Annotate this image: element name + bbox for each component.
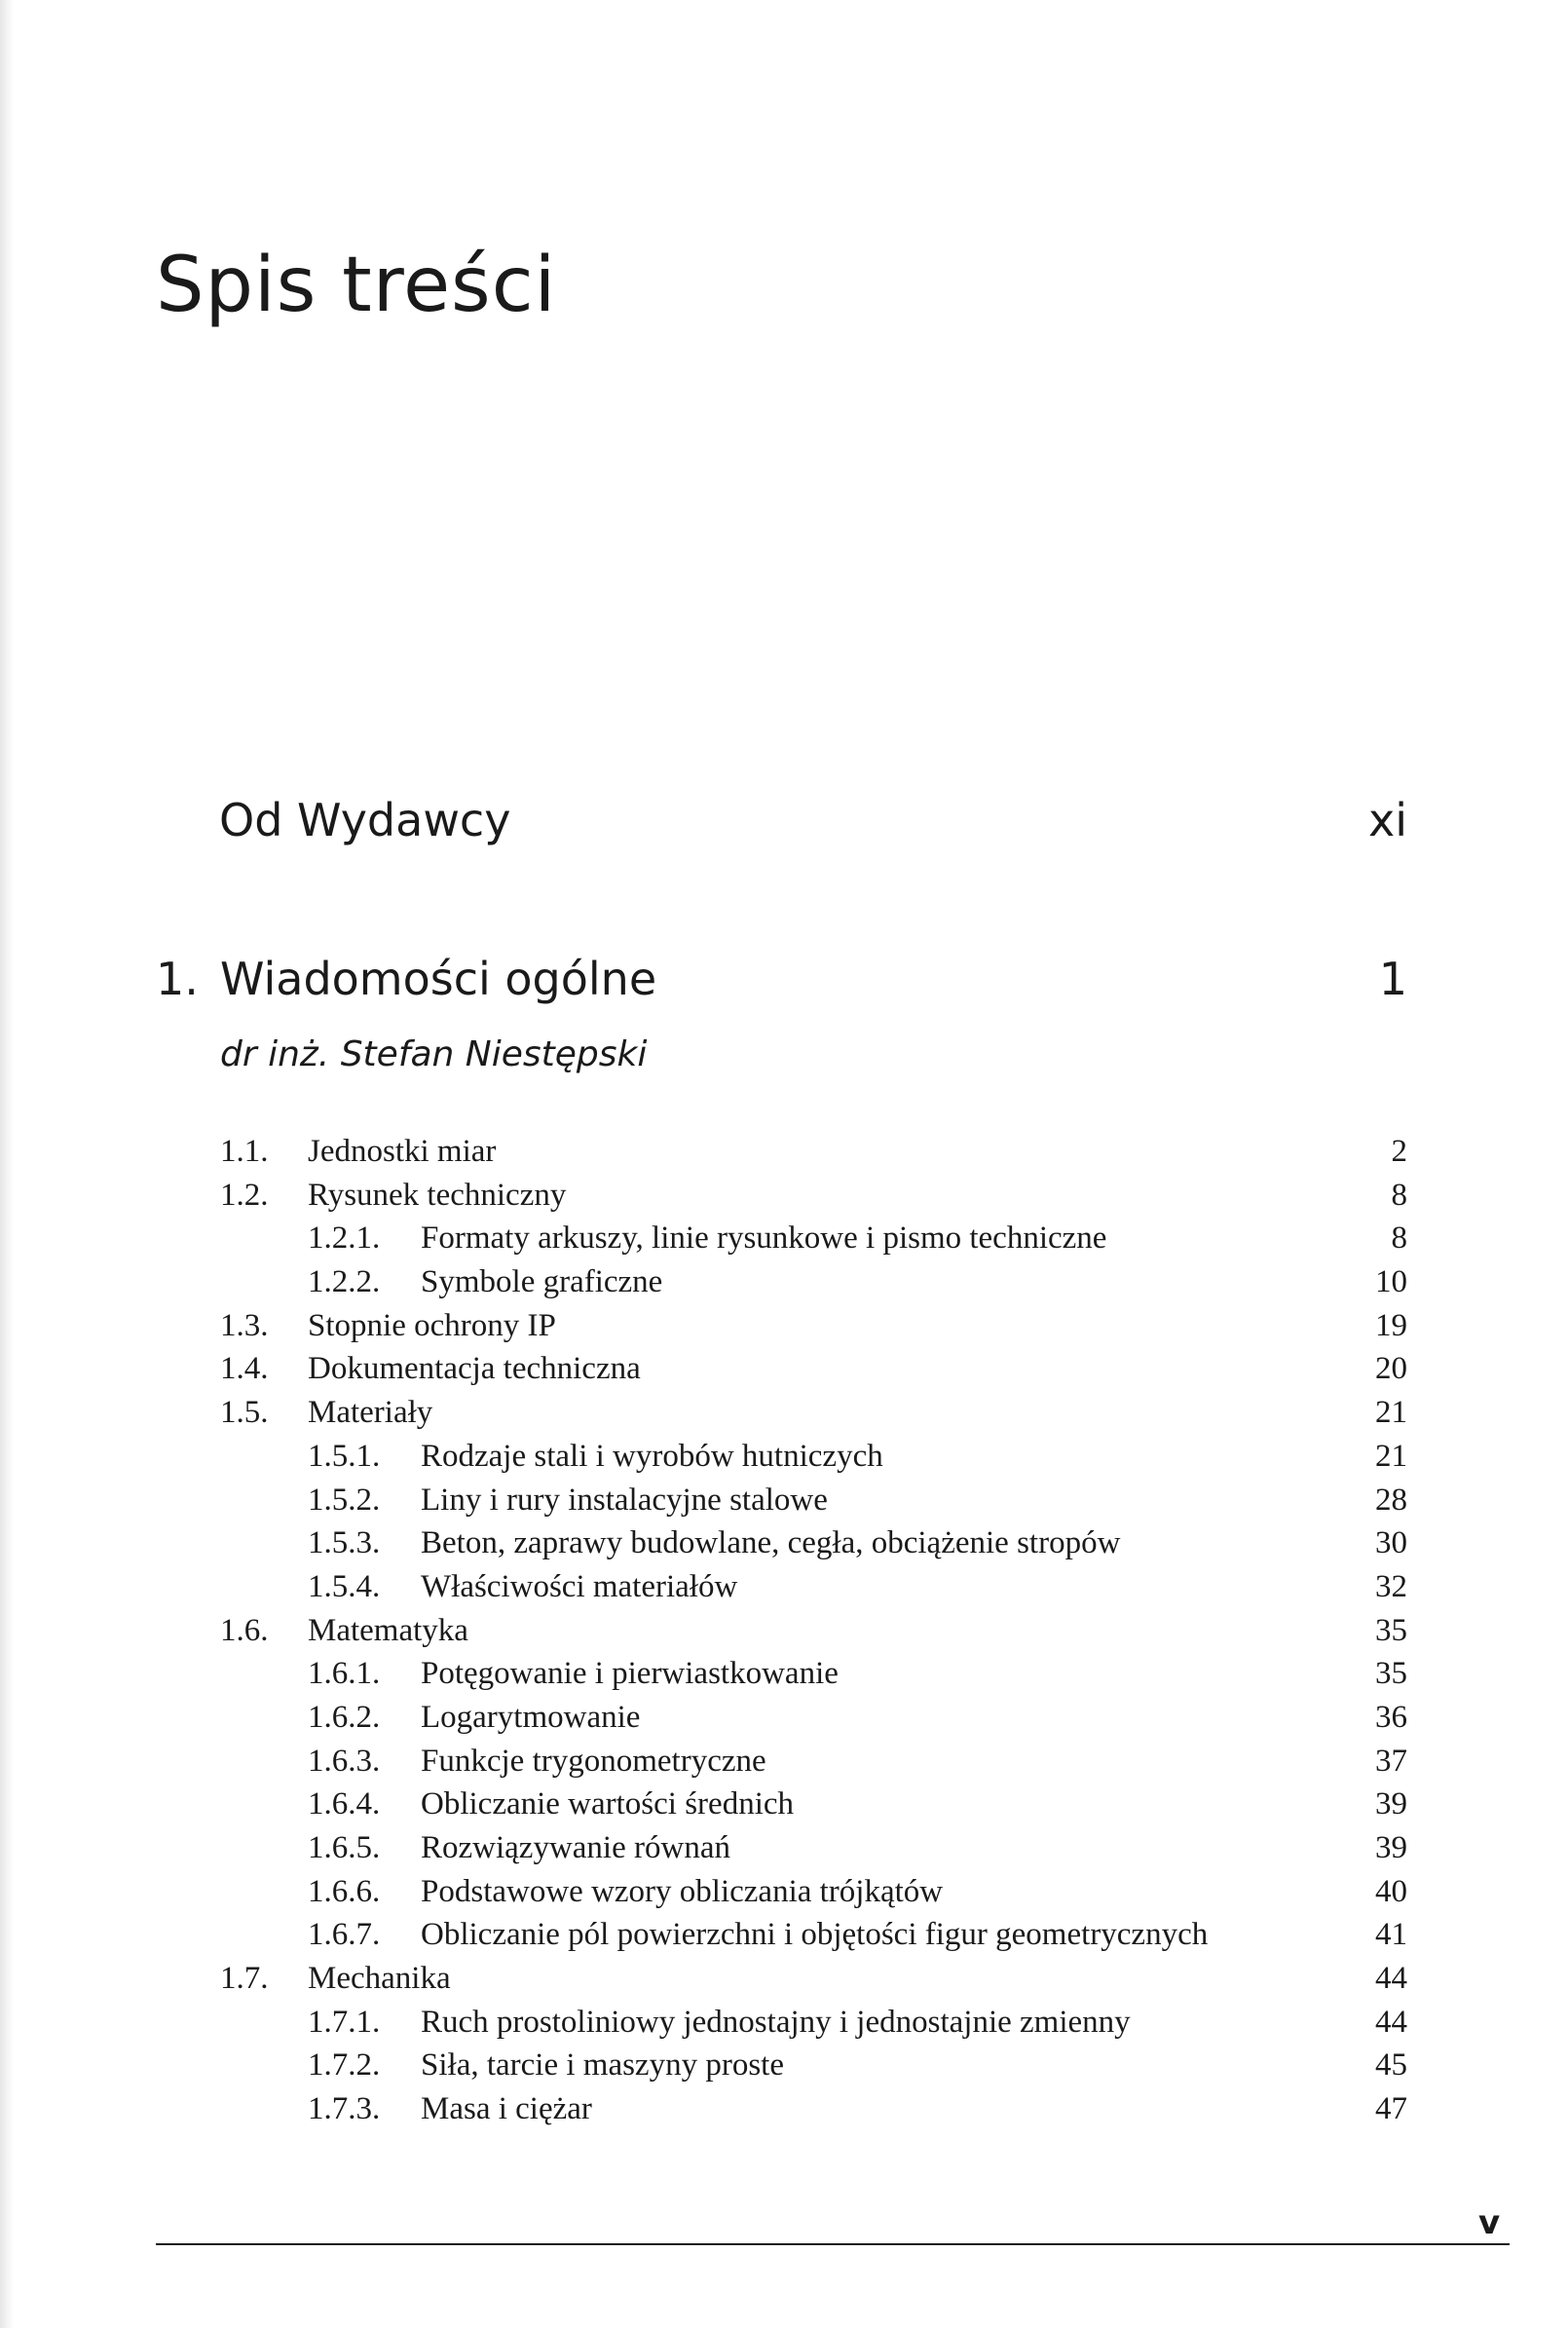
toc-entry[interactable] [0,1260,1568,1304]
toc-entry-number: 1.4. [220,1351,269,1387]
toc-entry-title: Rodzaje stali i wyrobów hutniczych [421,1438,883,1474]
chapter-author: dr inż. Stefan Niestępski [220,1034,648,1074]
toc-entry-page: 2 [1391,1134,1407,1169]
toc-entry-number: 1.2. [220,1177,269,1213]
toc-entry-title: Stopnie ochrony IP [308,1307,556,1343]
toc-entry-title: Liny i rury instalacyjne stalowe [421,1482,828,1518]
toc-entry-title: Rysunek techniczny [308,1177,567,1213]
toc-entry-page: 21 [1375,1438,1407,1474]
chapter-page: 1 [1378,953,1407,1005]
toc-entry[interactable] [0,1609,1568,1653]
toc-entry-number: 1.5.1. [308,1438,381,1474]
toc-entry-number: 1.2.2. [308,1264,381,1300]
toc-entry-page: 30 [1375,1525,1407,1561]
toc-entry[interactable] [0,1652,1568,1696]
toc-entry-number: 1.1. [220,1134,269,1169]
toc-entry-page: 20 [1375,1351,1407,1387]
toc-entry[interactable] [0,2087,1568,2131]
toc-entry-page: 10 [1375,1264,1407,1300]
toc-entry[interactable] [0,1174,1568,1218]
toc-entry-number: 1.6.4. [308,1786,381,1822]
toc-entry[interactable] [0,1130,1568,1174]
chapter-number: 1. [156,953,199,1005]
toc-entry-page: 32 [1375,1568,1407,1604]
toc-entry-page: 39 [1375,1830,1407,1865]
toc-entry[interactable] [0,1217,1568,1260]
toc-entry-number: 1.6.1. [308,1656,381,1692]
toc-entry-number: 1.5.2. [308,1482,381,1518]
toc-entries-list [0,1130,1568,2131]
toc-entry-page: 45 [1375,2047,1407,2084]
toc-entry[interactable] [0,1521,1568,1565]
toc-entry-page: 44 [1375,1961,1407,1997]
toc-entry-title: Materiały [308,1395,433,1431]
toc-entry-page: 35 [1375,1612,1407,1648]
page-title: Spis treści [156,242,557,329]
toc-entry-number: 1.7.2. [308,2047,381,2084]
toc-entry[interactable] [0,1740,1568,1784]
toc-entry[interactable] [0,1957,1568,2001]
toc-entry[interactable] [0,1435,1568,1479]
toc-entry-title: Matematyka [308,1612,468,1648]
toc-entry-number: 1.6.6. [308,1873,381,1909]
front-matter-page: xi [1367,794,1407,846]
toc-entry-page: 8 [1391,1220,1407,1257]
toc-entry-number: 1.6. [220,1612,269,1648]
toc-entry-page: 36 [1375,1699,1407,1735]
toc-entry-title: Właściwości materiałów [421,1568,738,1604]
toc-entry-number: 1.5. [220,1395,269,1431]
toc-entry[interactable] [0,1870,1568,1914]
toc-entry-number: 1.5.3. [308,1525,381,1561]
toc-entry-title: Obliczanie pól powierzchni i objętości figur geometrycznych [421,1917,1209,1953]
footer-rule [156,2243,1510,2245]
toc-entry-page: 47 [1375,2091,1407,2127]
toc-entry-page: 40 [1375,1873,1407,1909]
chapter-title: Wiadomości ogólne [220,953,657,1005]
toc-entry[interactable] [0,2044,1568,2087]
toc-entry-title: Logarytmowanie [421,1699,641,1735]
folio-page-number: v [1478,2203,1501,2242]
toc-entry-title: Siła, tarcie i maszyny proste [421,2047,784,2084]
toc-entry-page: 44 [1375,2004,1407,2040]
toc-entry-page: 21 [1375,1395,1407,1431]
toc-entry[interactable] [0,1913,1568,1957]
toc-chapter-row[interactable] [156,953,1407,1021]
toc-entry-title: Masa i ciężar [421,2091,592,2127]
toc-entry-title: Obliczanie wartości średnich [421,1786,795,1822]
toc-entry-number: 1.5.4. [308,1568,381,1604]
toc-entry-title: Potęgowanie i pierwiastkowanie [421,1656,839,1692]
toc-entry-number: 1.6.7. [308,1917,381,1953]
toc-entry-number: 1.6.3. [308,1743,381,1779]
toc-entry-number: 1.7. [220,1961,269,1997]
toc-entry-number: 1.2.1. [308,1220,381,1257]
toc-front-matter-row[interactable] [219,794,1407,862]
toc-entry-title: Dokumentacja techniczna [308,1351,641,1387]
toc-entry-title: Podstawowe wzory obliczania trójkątów [421,1873,944,1909]
toc-entry-page: 39 [1375,1786,1407,1822]
toc-entry[interactable] [0,1826,1568,1870]
toc-entry-title: Formaty arkuszy, linie rysunkowe i pismo techniczne [421,1220,1107,1257]
toc-entry-number: 1.3. [220,1307,269,1343]
toc-entry-number: 1.7.1. [308,2004,381,2040]
toc-entry-title: Jednostki miar [308,1134,497,1169]
toc-entry-title: Mechanika [308,1961,451,1997]
toc-entry[interactable] [0,2001,1568,2045]
toc-entry[interactable] [0,1696,1568,1740]
toc-entry-page: 37 [1375,1743,1407,1779]
front-matter-label: Od Wydawcy [219,794,511,846]
toc-entry-title: Ruch prostoliniowy jednostajny i jednostajnie zmienny [421,2004,1131,2040]
toc-entry-number: 1.6.5. [308,1830,381,1865]
toc-entry[interactable] [0,1304,1568,1348]
toc-entry-page: 8 [1391,1177,1407,1213]
toc-entry-number: 1.7.3. [308,2091,381,2127]
toc-entry-page: 19 [1375,1307,1407,1343]
toc-entry-title: Rozwiązywanie równań [421,1830,730,1865]
toc-entry-page: 35 [1375,1656,1407,1692]
toc-entry-number: 1.6.2. [308,1699,381,1735]
toc-entry[interactable] [0,1347,1568,1391]
toc-entry-title: Symbole graficzne [421,1264,663,1300]
toc-entry[interactable] [0,1479,1568,1522]
toc-entry-title: Beton, zaprawy budowlane, cegła, obciążenie stropów [421,1525,1121,1561]
toc-entry[interactable] [0,1783,1568,1826]
toc-entry-page: 28 [1375,1482,1407,1518]
toc-entry[interactable] [0,1391,1568,1435]
toc-entry[interactable] [0,1565,1568,1609]
toc-entry-title: Funkcje trygonometryczne [421,1743,766,1779]
toc-entry-page: 41 [1375,1917,1407,1953]
